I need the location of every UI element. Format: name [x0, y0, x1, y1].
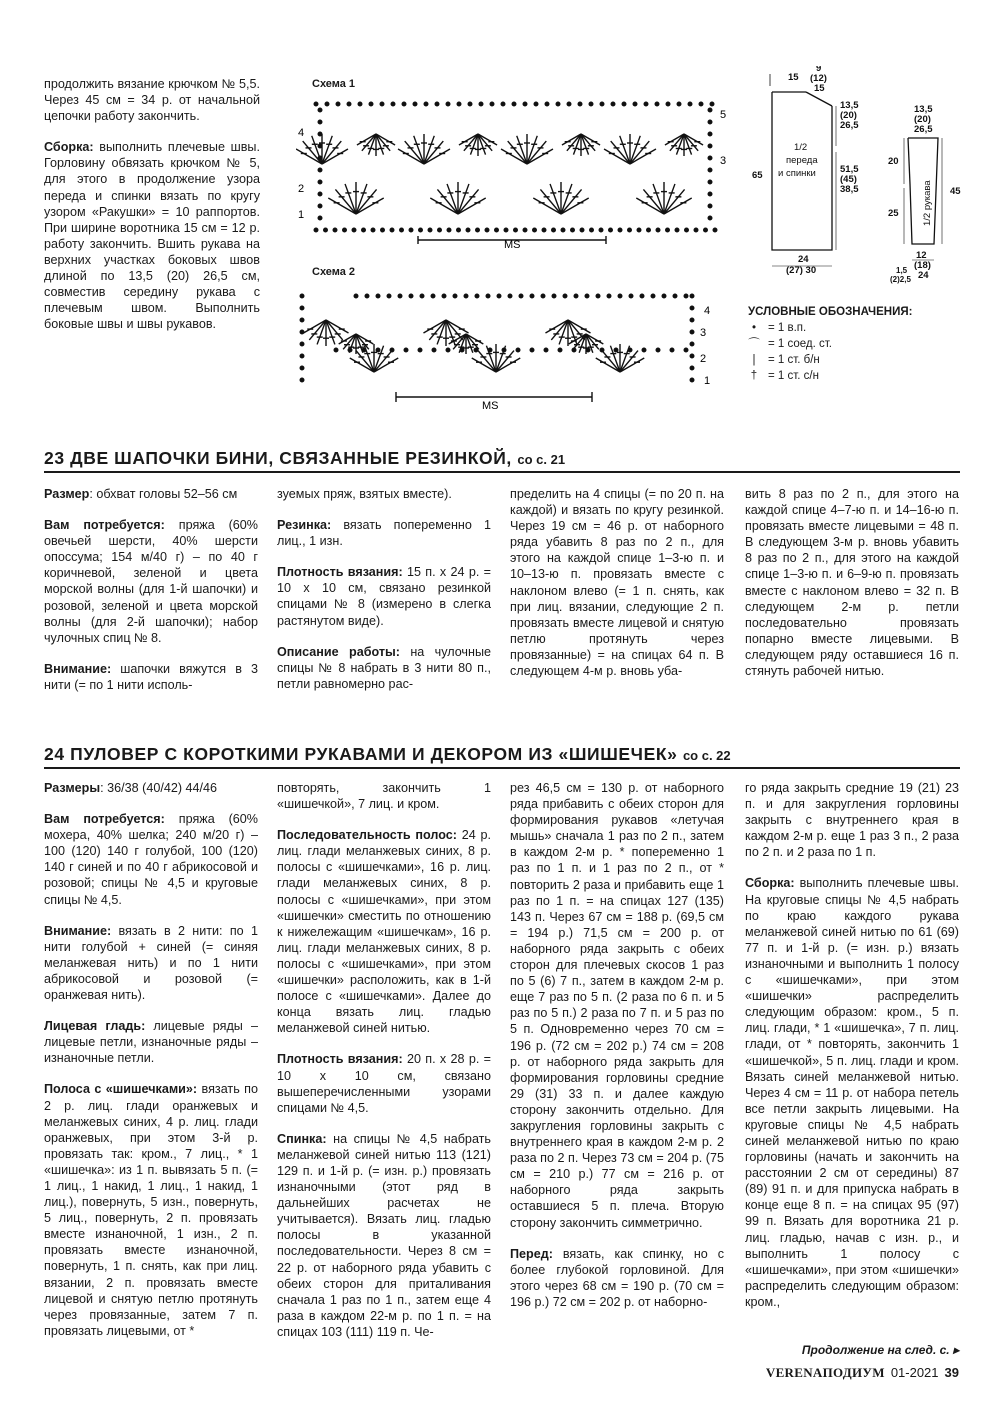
front-left-height: 65	[752, 170, 763, 181]
chain-dot	[457, 228, 461, 232]
chain-dot	[358, 102, 362, 106]
vertical-bar-icon: |	[752, 354, 756, 366]
chain-dot	[390, 228, 394, 232]
chain-dot	[642, 348, 646, 352]
chain-dot	[474, 348, 478, 352]
section-24-title: ПУЛОВЕР С КОРОТКИМИ РУКАВАМИ И ДЕКОРОМ ИЗ «ШИШЕЧЕК»	[70, 744, 678, 764]
chain-dot	[369, 102, 373, 106]
chain-dot	[438, 228, 442, 232]
scheme2-row-3: 3	[700, 327, 707, 339]
chain-dot	[508, 294, 512, 298]
double-crochet	[356, 184, 367, 214]
chain-dot	[409, 228, 413, 232]
paragraph: Внимание: вязать в 2 нити: по 1 нити голубой + синей (= синяя меланжевая нить) и по 1 нити абрикосовой и розовой (= оранжевая нить).	[44, 923, 258, 1003]
scheme2-row-4: 4	[704, 305, 711, 317]
chain-dot	[402, 102, 406, 106]
chain-dot	[651, 294, 655, 298]
sec24-col2	[277, 780, 491, 1355]
chain-dot	[614, 348, 618, 352]
sleeve-small-b: (2)2,5	[890, 275, 911, 284]
chain-dot	[336, 102, 340, 106]
chain-dot	[677, 102, 681, 106]
sec23-col4: вить 8 раз по 2 п., для этого на каждой спице 4–7-ю п. и 14–16-ю п. провязать вместе лицевыми = 48 п. В следующем 3-м р. вновь убавить 8 раз по 2 п., для этого на каждой спице 1–3-ю п. и 6–9-ю п. провязать вместе с наклоном влево = 32 п. В следующем 2-м р. петли последовательно провязать попарно вместе лицевыми. В следующем ряду оставшиеся 16 п. стянуть рабочей нитью.	[745, 487, 959, 679]
chain-dot	[666, 228, 670, 232]
chain-dot	[334, 348, 338, 352]
chain-dot	[670, 348, 674, 352]
legend	[748, 304, 912, 384]
chain-dot	[690, 330, 694, 334]
scheme2-title: Схема 2	[312, 266, 356, 278]
chain-dot	[637, 228, 641, 232]
paragraph: Размер: обхват головы 52–56 см	[44, 487, 238, 501]
chain-dot	[628, 348, 632, 352]
chain-dot	[580, 228, 584, 232]
scheme1-ms: MS	[504, 239, 521, 250]
front-label-3: и спинки	[778, 168, 816, 179]
chain-dot	[694, 228, 698, 232]
paragraph: повторять, закончить 1 «шишечкой», 7 лиц. и кром.	[277, 781, 491, 812]
chain-dot	[523, 228, 527, 232]
chain-dot	[318, 144, 322, 148]
section-24-number: 24	[44, 744, 65, 764]
section-24-header	[44, 744, 960, 769]
chain-dot	[442, 294, 446, 298]
chain-dot	[365, 294, 369, 298]
paragraph: Лицевая гладь: лицевые ряды – лицевые петли, изнаночные ряды – изнаночные петли.	[44, 1019, 258, 1066]
sleeve-bottom-c: 24	[918, 270, 929, 281]
sleeve-top-b: (20)	[914, 114, 931, 125]
paragraph: Резинка: вязать попеременно 1 лиц., 1 изн.	[277, 518, 491, 549]
chain-dot	[457, 102, 461, 106]
double-crochet	[550, 184, 561, 214]
front-neck-b: (12)	[810, 73, 827, 84]
double-crochet	[664, 198, 692, 214]
legend-title: УСЛОВНЫЕ ОБОЗНАЧЕНИЯ:	[748, 306, 913, 318]
chain-dot	[690, 366, 694, 370]
chain-dot	[708, 204, 712, 208]
front-side-c: 26,5	[840, 120, 859, 131]
chain-dot	[318, 216, 322, 220]
chain-dot	[300, 306, 304, 310]
sec24-col1	[44, 780, 258, 1354]
top-paragraph-1: продолжить вязание крючком № 5,5. Через 45 см = 34 р. от начальной цепочки работу закончить.	[44, 77, 260, 124]
chain-dot	[690, 378, 694, 382]
chain-dot	[300, 342, 304, 346]
double-crochet	[356, 198, 384, 214]
chain-dot	[468, 102, 472, 106]
double-crochet	[345, 184, 356, 214]
chain-dot	[647, 228, 651, 232]
chain-dot	[708, 120, 712, 124]
front-side-b: (20)	[840, 110, 857, 121]
chain-dot	[398, 294, 402, 298]
sec24-col4	[745, 780, 959, 1325]
chain-dot	[552, 228, 556, 232]
pattern-diagram	[744, 66, 994, 292]
chain-dot	[708, 156, 712, 160]
front-mid-c: 38,5	[840, 184, 859, 195]
sleeve-right: 45	[950, 186, 961, 197]
chain-dot	[571, 228, 575, 232]
chain-dot	[690, 294, 694, 298]
chain-dot	[563, 294, 567, 298]
chain-dot	[708, 216, 712, 220]
chain-dot	[376, 348, 380, 352]
chain-dot	[662, 294, 666, 298]
scheme1-row-4: 4	[298, 127, 305, 139]
chain-dot	[684, 294, 688, 298]
double-crochet	[664, 184, 675, 214]
chain-dot	[428, 228, 432, 232]
chain-dot	[516, 348, 520, 352]
paragraph: Полоса с «шишечками»: вязать по 2 р. лиц. глади оранжевых и меланжевых синих, 4 р. лиц. глади оранжевых, при этом 3-й р. провязать так: кром., 7 лиц., * 1 «шишечка»: из 1 п. вывязать 5 п. (= 1 лиц., 1 накид, 1 лиц., 1 накид, 1 лиц.), повернуть, 5 изн., повернуть, 5 лиц., повернуть, 2 п. провязать вместе изнаночной, 1 изн., 2 п. провязать вместе изнаночной, повернуть, 1 п. снять, как при лиц. вязании, 2 п. провязать вместе лицевой и снятую петлю протянуть через провязанные, затем 7 п. провязать лицевыми, от *	[44, 1082, 258, 1338]
chain-dot	[708, 168, 712, 172]
paragraph: Последовательность полос: 24 р. лиц. глади меланжевых синих, 8 р. полосы с «шишечками», 16 р. лиц. глади меланжевых синих, 8 р. полосы с «шишечками», при этом «шишечки» сместить по отношению к нижележащим «шишечкам», 16 р. лиц. глади меланжевых синих, 8 р. полосы с «шишечками», при этом «шишечки» расположить, как в 1-й полосе с «шишечками». Далее до конца вязать лиц. гладью меланжевой синей нитью.	[277, 828, 491, 1036]
chain-dot	[699, 102, 703, 106]
chain-dot	[464, 294, 468, 298]
chain-dot	[684, 348, 688, 352]
front-bottom-a: 24	[798, 254, 809, 265]
chain-dot	[376, 294, 380, 298]
section-23-number: 23	[44, 448, 65, 468]
chain-dot	[534, 102, 538, 106]
chain-dot	[300, 354, 304, 358]
chain-dot	[607, 294, 611, 298]
section-24-ref: со с. 22	[682, 748, 731, 763]
double-crochet	[458, 184, 469, 214]
scheme1-title: Схема 1	[312, 78, 356, 90]
chain-dot	[300, 378, 304, 382]
chain-dot	[599, 228, 603, 232]
paragraph: Перед: вязать, как спинку, но с более глубокой горловиной. Для этого через 68 см = 190 р. (70 см = 196 р.) 72 см = 202 р. от наборно-	[510, 1246, 724, 1309]
chain-dot	[479, 102, 483, 106]
chain-dot	[589, 102, 593, 106]
chain-dot	[600, 102, 604, 106]
arc-icon: ⌒	[748, 338, 760, 350]
chain-dot	[460, 348, 464, 352]
assembly-label: Сборка:	[44, 140, 94, 155]
chain-dot	[541, 294, 545, 298]
chain-dot	[380, 102, 384, 106]
chain-dot	[453, 294, 457, 298]
chain-dot	[690, 342, 694, 346]
paragraph: Сборка: выполнить плечевые швы. На круговые спицы № 4,5 набрать по краю каждого рукава меланжевой синей нитью по 61 (69) 77 п. и 1-й р. (= изн. р.) вязать изнаночными и выполнить 1 полосу с «шишечками», при этом «шишечки» распределить следующим образом: кром., 5 п. лиц. глади, * 1 «шишечка», 7 п. лиц. глади, от * повторять, закончить 1 «шишечкой», 5 п. лиц. глади и кром. Вязать синей меланжевой нитью. Через 4 см = 11 р. от набора петель все петли закрыть лицевыми. На круговые спицы № 4,5 набрать синей меланжевой нитью по краю горловины (начать и закончить на расстоянии 2 см от середины) 87 (89) 91 п. и для припуска набрать в конце еще 8 п. = на спицах 95 (97) 99 п. Вязать для воротника 21 р. лиц. гладью, начав с изн. р., и выполнить 1 полосу с «шишечками», при этом «шишечки» распределить следующим образом: кром.,	[745, 876, 959, 1309]
chain-dot	[530, 348, 534, 352]
sleeve-left-b: 25	[888, 208, 899, 219]
chain-dot	[333, 228, 337, 232]
paragraph: Плотность вязания: 20 п. х 28 р. = 10 х 10 см, связано вышеперечисленными узорами спицами № 4,5.	[277, 1052, 491, 1115]
chain-dot	[490, 102, 494, 106]
scheme2-row-1: 1	[704, 375, 711, 387]
chain-dot	[633, 102, 637, 106]
chain-dot	[629, 294, 633, 298]
sleeve-label: 1/2 рукава	[922, 180, 933, 226]
chain-dot	[432, 348, 436, 352]
scheme1-row-1: 1	[298, 209, 305, 221]
chain-dot	[318, 192, 322, 196]
chain-dot	[644, 102, 648, 106]
footer	[766, 1365, 959, 1381]
chain-dot	[596, 294, 600, 298]
paragraph: Размеры: 36/38 (40/42) 44/46	[44, 781, 218, 795]
front-label-1: 1/2	[794, 142, 808, 153]
front-mid-b: (45)	[840, 174, 857, 185]
chain-dot	[609, 228, 613, 232]
chain-dot	[552, 294, 556, 298]
chain-dot	[418, 348, 422, 352]
legend-item-double: † = 1 ст. с/н	[748, 368, 912, 384]
chain-dot	[666, 102, 670, 106]
chain-dot	[512, 102, 516, 106]
double-crochet	[447, 184, 458, 214]
paragraph: Плотность вязания: 15 п. х 24 р. = 10 х 10 см, связано резинкой спицами № 8 (измерено в слегка растянутом виде).	[277, 565, 491, 628]
front-bottom-b: (27) 30	[786, 265, 817, 276]
chain-dot	[488, 348, 492, 352]
issue-number: 01-2021	[890, 1365, 939, 1380]
paragraph: рез 46,5 см = 130 р. от наборного ряда прибавить с обеих сторон для формирования рукавов «летучая мышь» сначала 1 раз по 2 п., затем в каждом 2-м р. * попеременно 1 раз по 1 п. и 1 раз по 2 п., от * повторить 2 раза и прибавить еще 1 раз по 1 п. = на спицах 127 (135) 143 п. Через 67 см = 188 р. (69,5 см = 194 р.) 71,5 см = 200 р. от наборного ряда закрыть с обеих сторон для плечевых скосов 1 раз по 5 (6) 7 п., затем в каждом 2-м р. еще 7 раз по 5 п. (2 раза по 6 п. и 5 раз по 5 п.) 2 раза по 7 п. и 5 раз по 5 п. Одновременно через 70 см = 196 р. (72 см = 202 р.) 74 см = 208 р. от наборного ряда закрыть для формирования горловины средние 29 (31) 33 п. и далее каждую сторону закончить отдельно. Для закругления горловины закрыть с внутреннего края в каждом 2-м р. 2 раза по 2 п. Через 73 см = 204 р. (75 см = 210 р.) 77 см = 216 р. от наборного ряда закрыть оставшиеся 5 п. плеча. Вторую сторону закончить симметрично.	[510, 781, 724, 1230]
chain-dot	[413, 102, 417, 106]
chain-dot	[656, 348, 660, 352]
chain-dot	[685, 228, 689, 232]
chain-dot	[300, 318, 304, 322]
chain-dot	[655, 102, 659, 106]
chain-dot	[556, 102, 560, 106]
sleeve-bottom-b: (18)	[914, 260, 931, 271]
top-paragraph-assembly	[44, 139, 260, 332]
chain-dot	[318, 108, 322, 112]
chain-dot	[656, 228, 660, 232]
chain-dot	[352, 228, 356, 232]
chain-dot	[324, 228, 328, 232]
paragraph: го ряда закрыть средние 19 (21) 23 п. и для закругления горловины закрыть с внутреннего края в каждом 2-м р. еще 1 раз 3 п., 2 раза по 2 п. и 2 раза по 1 п.	[745, 781, 959, 860]
chain-dot	[300, 330, 304, 334]
front-mid-a: 51,5	[840, 164, 859, 175]
double-crochet	[458, 198, 486, 214]
front-side-a: 13,5	[840, 100, 859, 111]
chain-dot	[704, 228, 708, 232]
chain-dot	[519, 294, 523, 298]
front-top-width: 15	[788, 72, 799, 83]
chain-dot	[409, 294, 413, 298]
paragraph: Внимание: шапочки вяжутся в 3 нити (= по 1 нити исполь-	[44, 661, 258, 692]
chain-dot	[708, 108, 712, 112]
chain-dot	[318, 156, 322, 160]
chain-dot	[713, 228, 717, 232]
sleeve-top-a: 13,5	[914, 104, 933, 115]
chain-dot	[318, 204, 322, 208]
chain-dot	[545, 102, 549, 106]
section-23-title: ДВЕ ШАПОЧКИ БИНИ, СВЯЗАННЫЕ РЕЗИНКОЙ,	[70, 448, 512, 468]
chain-dot	[578, 102, 582, 106]
chain-dot	[561, 228, 565, 232]
chain-dot	[347, 102, 351, 106]
chain-dot	[708, 192, 712, 196]
legend-item-single: | = 1 ст. б/н	[748, 352, 912, 368]
chain-dot	[435, 102, 439, 106]
chain-dot	[708, 144, 712, 148]
chain-dot	[348, 348, 352, 352]
double-crochet	[561, 198, 589, 214]
sleeve-bottom-a: 12	[916, 250, 927, 261]
chain-dot	[618, 294, 622, 298]
section-23-header	[44, 448, 960, 473]
chain-dot	[381, 228, 385, 232]
scheme1-row-3: 3	[720, 155, 727, 167]
top-text-column	[44, 76, 260, 347]
chain-dot	[558, 348, 562, 352]
paragraph: Вам потребуется: пряжа (60% мохера, 40% шелка; 240 м/20 г) – 100 (120) 140 г голубой, 100 (120) 140 г синей и по 40 г абрикосовой и розовой; спицы № 4,5 и круговые спицы № 4,5.	[44, 812, 259, 907]
chain-dot	[314, 102, 318, 106]
chain-dot	[640, 294, 644, 298]
chain-dot	[300, 294, 304, 298]
scheme2-row-2: 2	[700, 353, 707, 365]
chain-dot	[586, 348, 590, 352]
chain-dot	[673, 294, 677, 298]
chain-dot	[628, 228, 632, 232]
chain-dot	[362, 228, 366, 232]
chain-dot	[387, 294, 391, 298]
chain-dot	[325, 102, 329, 106]
chain-dot	[675, 228, 679, 232]
scheme1-diagram	[296, 90, 736, 250]
chain-dot	[390, 348, 394, 352]
sleeve-left-a: 20	[888, 156, 899, 167]
chain-dot	[314, 228, 318, 232]
chain-dot	[446, 102, 450, 106]
double-crochet	[533, 198, 561, 214]
chain-dot	[300, 366, 304, 370]
chain-dot	[431, 294, 435, 298]
chain-dot	[420, 294, 424, 298]
chain-dot	[318, 120, 322, 124]
chain-dot	[446, 348, 450, 352]
chain-dot	[618, 228, 622, 232]
sec23-col2	[277, 486, 491, 707]
chain-dot	[318, 180, 322, 184]
double-crochet	[636, 198, 664, 214]
brand-logo: VERENAПОДИУМ	[765, 1365, 885, 1380]
legend-item-chain: • = 1 в.п.	[748, 320, 912, 336]
chain-dot	[391, 102, 395, 106]
chain-dot	[476, 228, 480, 232]
chain-dot	[497, 294, 501, 298]
chain-dot	[572, 348, 576, 352]
chain-dot	[708, 180, 712, 184]
front-label-2: переда	[786, 155, 818, 166]
double-crochet	[430, 198, 458, 214]
dagger-icon: †	[750, 370, 758, 382]
chain-dot	[343, 228, 347, 232]
chain-dot	[544, 348, 548, 352]
scheme2-ms: MS	[482, 400, 499, 412]
chain-dot	[710, 102, 714, 106]
front-neck-a: 9	[816, 66, 822, 74]
chain-dot	[371, 228, 375, 232]
chain-dot	[318, 168, 322, 172]
assembly-text: выполнить плечевые швы. Горловину обвязать крючком № 5, для этого в продолжение узора переда и спинки вязать по кругу узором «Ракушки» = 10 раппортов. При ширине воротника 15 см = 12 р. работу закончить. Вшить рукава на верхних участках боковых швов длиной по 13,5 (20) 26,5 см, совместив середину рукава с плечевым швом. Выполнить боковые швы и швы рукавов.	[44, 140, 260, 332]
chain-dot	[400, 228, 404, 232]
chain-dot	[475, 294, 479, 298]
sleeve-small-a: 1,5	[896, 266, 908, 275]
chain-dot	[590, 228, 594, 232]
chain-dot	[424, 102, 428, 106]
scheme1-row-2: 2	[298, 183, 305, 195]
continued-note: Продолжение на след. с. ▸	[801, 1343, 959, 1357]
chain-dot	[318, 132, 322, 136]
chain-dot	[419, 228, 423, 232]
section-23-ref: со с. 21	[517, 452, 566, 467]
chain-dot	[690, 318, 694, 322]
chain-dot	[622, 102, 626, 106]
scheme2-diagram	[296, 282, 736, 412]
chain-dot	[514, 228, 518, 232]
double-crochet	[653, 184, 664, 214]
chain-dot	[533, 228, 537, 232]
chain-dot	[690, 354, 694, 358]
sec23-col1	[44, 486, 258, 708]
double-crochet	[328, 198, 356, 214]
paragraph: Описание работы: на чулочные спицы № 8 набрать в 3 нити 80 п., петли равномерно рас-	[277, 644, 491, 691]
sec24-col3	[510, 780, 724, 1325]
chain-dot	[585, 294, 589, 298]
chain-dot	[501, 102, 505, 106]
chain-dot	[485, 228, 489, 232]
scheme1-row-5: 5	[720, 109, 727, 121]
sleeve-top-c: 26,5	[914, 124, 933, 135]
chain-dot	[708, 132, 712, 136]
front-neck-c: 15	[814, 83, 825, 94]
chain-dot	[523, 102, 527, 106]
sec23-col3: пределить на 4 спицы (= по 20 п. на каждой) и вязать по кругу резинкой. Через 19 см = 46 р. от наборного ряда убавить 8 раз по 2 п., для этого на каждой спице 1–3-ю п. и 10–13-ю п. провязать вместе с наклоном влево (= 1 п. снять, как при лиц. вязании, следующие 2 п. провязать вместе лицевой и снятую петлю протянуть через провязанные) = на спицах 64 п. В следующем 4-м р. вновь уба-	[510, 487, 724, 679]
chain-dot	[688, 102, 692, 106]
chain-dot	[495, 228, 499, 232]
chain-dot	[354, 294, 358, 298]
chain-dot	[690, 306, 694, 310]
chain-dot	[542, 228, 546, 232]
chain-dot	[362, 348, 366, 352]
dot-icon: •	[751, 322, 757, 334]
page-number: 39	[944, 1365, 959, 1380]
chain-dot	[404, 348, 408, 352]
chain-dot	[530, 294, 534, 298]
chain-dot	[574, 294, 578, 298]
chain-dot	[567, 102, 571, 106]
double-crochet	[561, 184, 572, 214]
paragraph: Спинка: на спицы № 4,5 набрать меланжевой синей нитью 113 (121) 129 п. и 1-й р. (= изн. р.) провязать изнаночными (этот ряд в дальнейших расчетах не учитывается). Вязать лиц. гладью полосы в указанной последовательности. Через 8 см = 22 р. от наборного ряда убавить с обеих сторон для приталивания сначала 1 раз по 1 п., затем еще 4 раза в каждом 22-м р. по 1 п. = на спицах 103 (111) 119 п. Че-	[277, 1131, 491, 1339]
legend-item-slip: ⌒ = 1 соед. ст.	[748, 338, 832, 350]
paragraph: зуемых пряж, взятых вместе).	[277, 487, 452, 501]
chain-dot	[600, 348, 604, 352]
chain-dot	[504, 228, 508, 232]
chain-dot	[611, 102, 615, 106]
chain-dot	[502, 348, 506, 352]
paragraph: Вам потребуется: пряжа (60% овечьей шерсти, 40% шерсти опоссума; 154 м/40 г) – по 40 г коричневой, зеленой и цвета морской волны (для 1-й шапочки) и розовой, зеленой и цвета морской волны (для 2-й шапочки); набор чулочных спиц № 8.	[44, 518, 259, 645]
chain-dot	[447, 228, 451, 232]
chain-dot	[486, 294, 490, 298]
chain-dot	[466, 228, 470, 232]
